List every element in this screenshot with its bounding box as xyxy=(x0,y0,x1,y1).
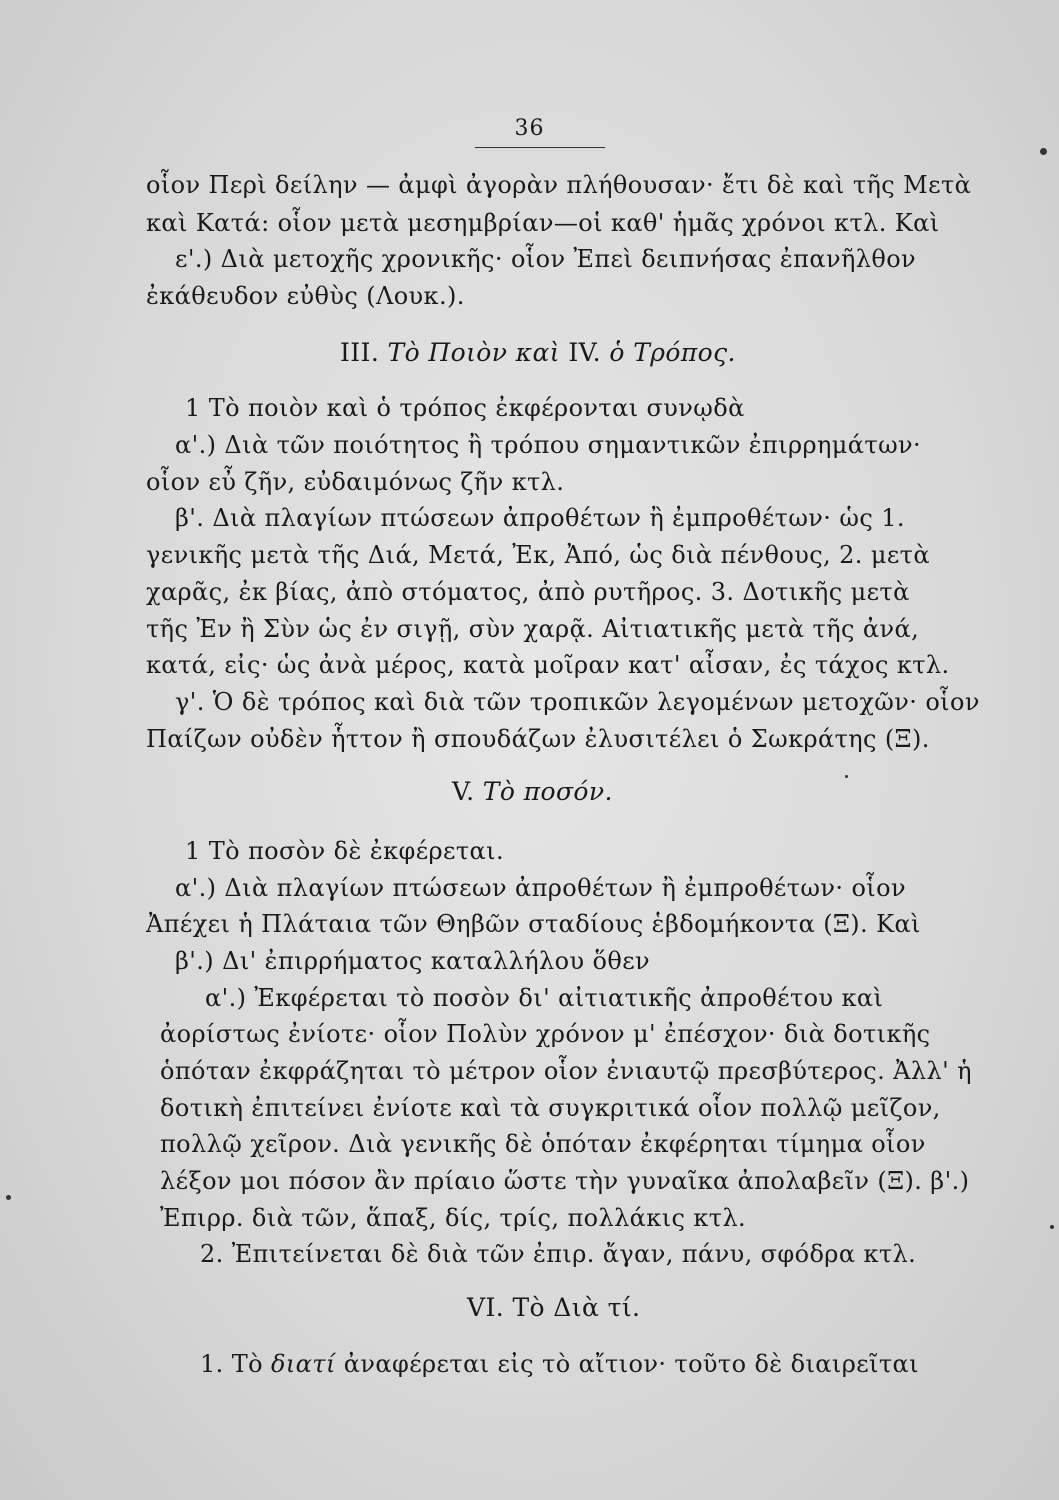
scan-speck xyxy=(1050,1225,1054,1229)
text-line: πολλῷ χεῖρον. Διὰ γενικῆς δὲ ὁπόταν ἐκφέρηται τίμημα οἷον xyxy=(160,1130,926,1158)
text-line: ε'.) Διὰ μετοχῆς χρονικῆς· οἷον Ἐπεὶ δειπνήσας ἐπανῆλθον xyxy=(175,245,917,273)
text-line: ὁπόταν ἐκφράζηται τὸ μέτρον οἷον ἐνιαυτῷ πρεσβύτερος. Ἀλλ' ἡ xyxy=(160,1057,972,1085)
text-line: λέξον μοι πόσον ἂν πρίαιο ὥστε τὴν γυναῖκα ἀπολαβεῖν (Ξ). β'.) xyxy=(160,1167,970,1195)
section-heading-iii-iv xyxy=(340,338,736,368)
text-line: 1 Τὸ ποιὸν καὶ ὁ τρόπος ἐκφέρονται συνῳδὰ xyxy=(185,394,745,422)
text-line: Ἐπιρρ. διὰ τῶν, ἅπαξ, δίς, τρίς, πολλάκις κτλ. xyxy=(160,1204,747,1232)
text-line: καὶ Κατά: οἷον μετὰ μεσημβρίαν—οἱ καθ' ἡμᾶς χρόνοι κτλ. Καὶ xyxy=(146,209,940,237)
page-number: 36 xyxy=(514,116,545,141)
section-heading-v xyxy=(452,777,613,807)
text-line: γενικῆς μετὰ τῆς Διά, Μετά, Ἐκ, Ἀπό, ὡς διὰ πένθους, 2. μετὰ xyxy=(146,541,930,569)
heading-numeral: III. xyxy=(340,338,380,367)
text-line: α'.) Διὰ πλαγίων πτώσεων ἀπροθέτων ἢ ἐμπροθέτων· οἷον xyxy=(175,874,906,902)
scan-speck xyxy=(845,775,848,778)
text-line: 1 Τὸ ποσὸν δὲ ἐκφέρεται. xyxy=(185,837,504,865)
heading-title: Τὸ ποσόν. xyxy=(482,777,613,806)
text-line: 2. Ἐπιτείνεται δὲ διὰ τῶν ἐπιρ. ἄγαν, πάνυ, σφόδρα κτλ. xyxy=(200,1240,917,1268)
text-line: β'. Διὰ πλαγίων πτώσεων ἀπροθέτων ἢ ἐμπροθέτων· ὡς 1. xyxy=(175,504,905,532)
text-line: ἐκάθευδον εὐθὺς (Λουκ.). xyxy=(146,282,465,310)
text-line: τῆς Ἐν ἢ Σὺν ὡς ἐν σιγῇ, σὺν χαρᾷ. Αἰτιατικῆς μετὰ τῆς ἀνά, xyxy=(146,615,920,643)
italic-word: διατί xyxy=(271,1350,336,1378)
text-line: οἷον Περὶ δείλην — ἀμφὶ ἀγορὰν πλήθουσαν· ἔτι δὲ καὶ τῆς Μετὰ xyxy=(146,171,972,199)
heading-numeral: V. xyxy=(452,777,475,806)
text-line: δοτικὴ ἐπιτείνει ἐνίοτε καὶ τὰ συγκριτικά οἷον πολλῷ μεῖζον, xyxy=(160,1094,941,1122)
text-line: χαρᾶς, ἐκ βίας, ἀπὸ στόματος, ἀπὸ ρυτῆρος. 3. Δοτικῆς μετὰ xyxy=(146,578,910,606)
header-rule xyxy=(475,147,605,148)
text-line: α'.) Διὰ τῶν ποιότητος ἢ τρόπου σημαντικῶν ἐπιρρημάτων· xyxy=(175,431,922,459)
text-line: γ'. Ὁ δὲ τρόπος καὶ διὰ τῶν τροπικῶν λεγομένων μετοχῶν· οἷον xyxy=(175,688,980,716)
text-line: οἷον εὖ ζῆν, εὐδαιμόνως ζῆν κτλ. xyxy=(146,468,565,496)
text-line: κατά, εἰς· ὡς ἀνὰ μέρος, κατὰ μοῖραν κατ' αἶσαν, ἐς τάχος κτλ. xyxy=(146,651,950,679)
text-line: α'.) Ἐκφέρεται τὸ ποσὸν δι' αἰτιατικῆς ἀπροθέτου καὶ xyxy=(205,984,884,1012)
heading-title: Τὸ Ποιὸν καὶ xyxy=(387,338,560,367)
heading-numeral: IV. xyxy=(568,338,602,367)
text-line: ἀορίστως ἐνίοτε· οἷον Πολὺν χρόνον μ' ἐπέσχον· διὰ δοτικῆς xyxy=(160,1020,931,1048)
heading-numeral: VI. xyxy=(467,1293,505,1322)
text-line: 1. Τὸ διατί ἀναφέρεται εἰς τὸ αἴτιον· τοῦτο δὲ διαιρεῖται xyxy=(200,1350,919,1378)
heading-title: ὁ Τρόπος. xyxy=(609,338,736,367)
scan-speck xyxy=(1040,148,1047,155)
section-heading-vi xyxy=(467,1293,640,1323)
heading-title: Τὸ Διὰ τί. xyxy=(512,1293,641,1322)
text-line: Παίζων οὐδὲν ἧττον ἢ σπουδάζων ἐλυσιτέλει ὁ Σωκράτης (Ξ). xyxy=(146,725,930,753)
text-line: β'.) Δι' ἐπιρρήματος καταλλήλου ὅθεν xyxy=(175,947,651,975)
scan-speck xyxy=(6,1195,11,1200)
text-line: Ἀπέχει ἡ Πλάταια τῶν Θηβῶν σταδίους ἑβδομήκοντα (Ξ). Καὶ xyxy=(146,910,921,938)
